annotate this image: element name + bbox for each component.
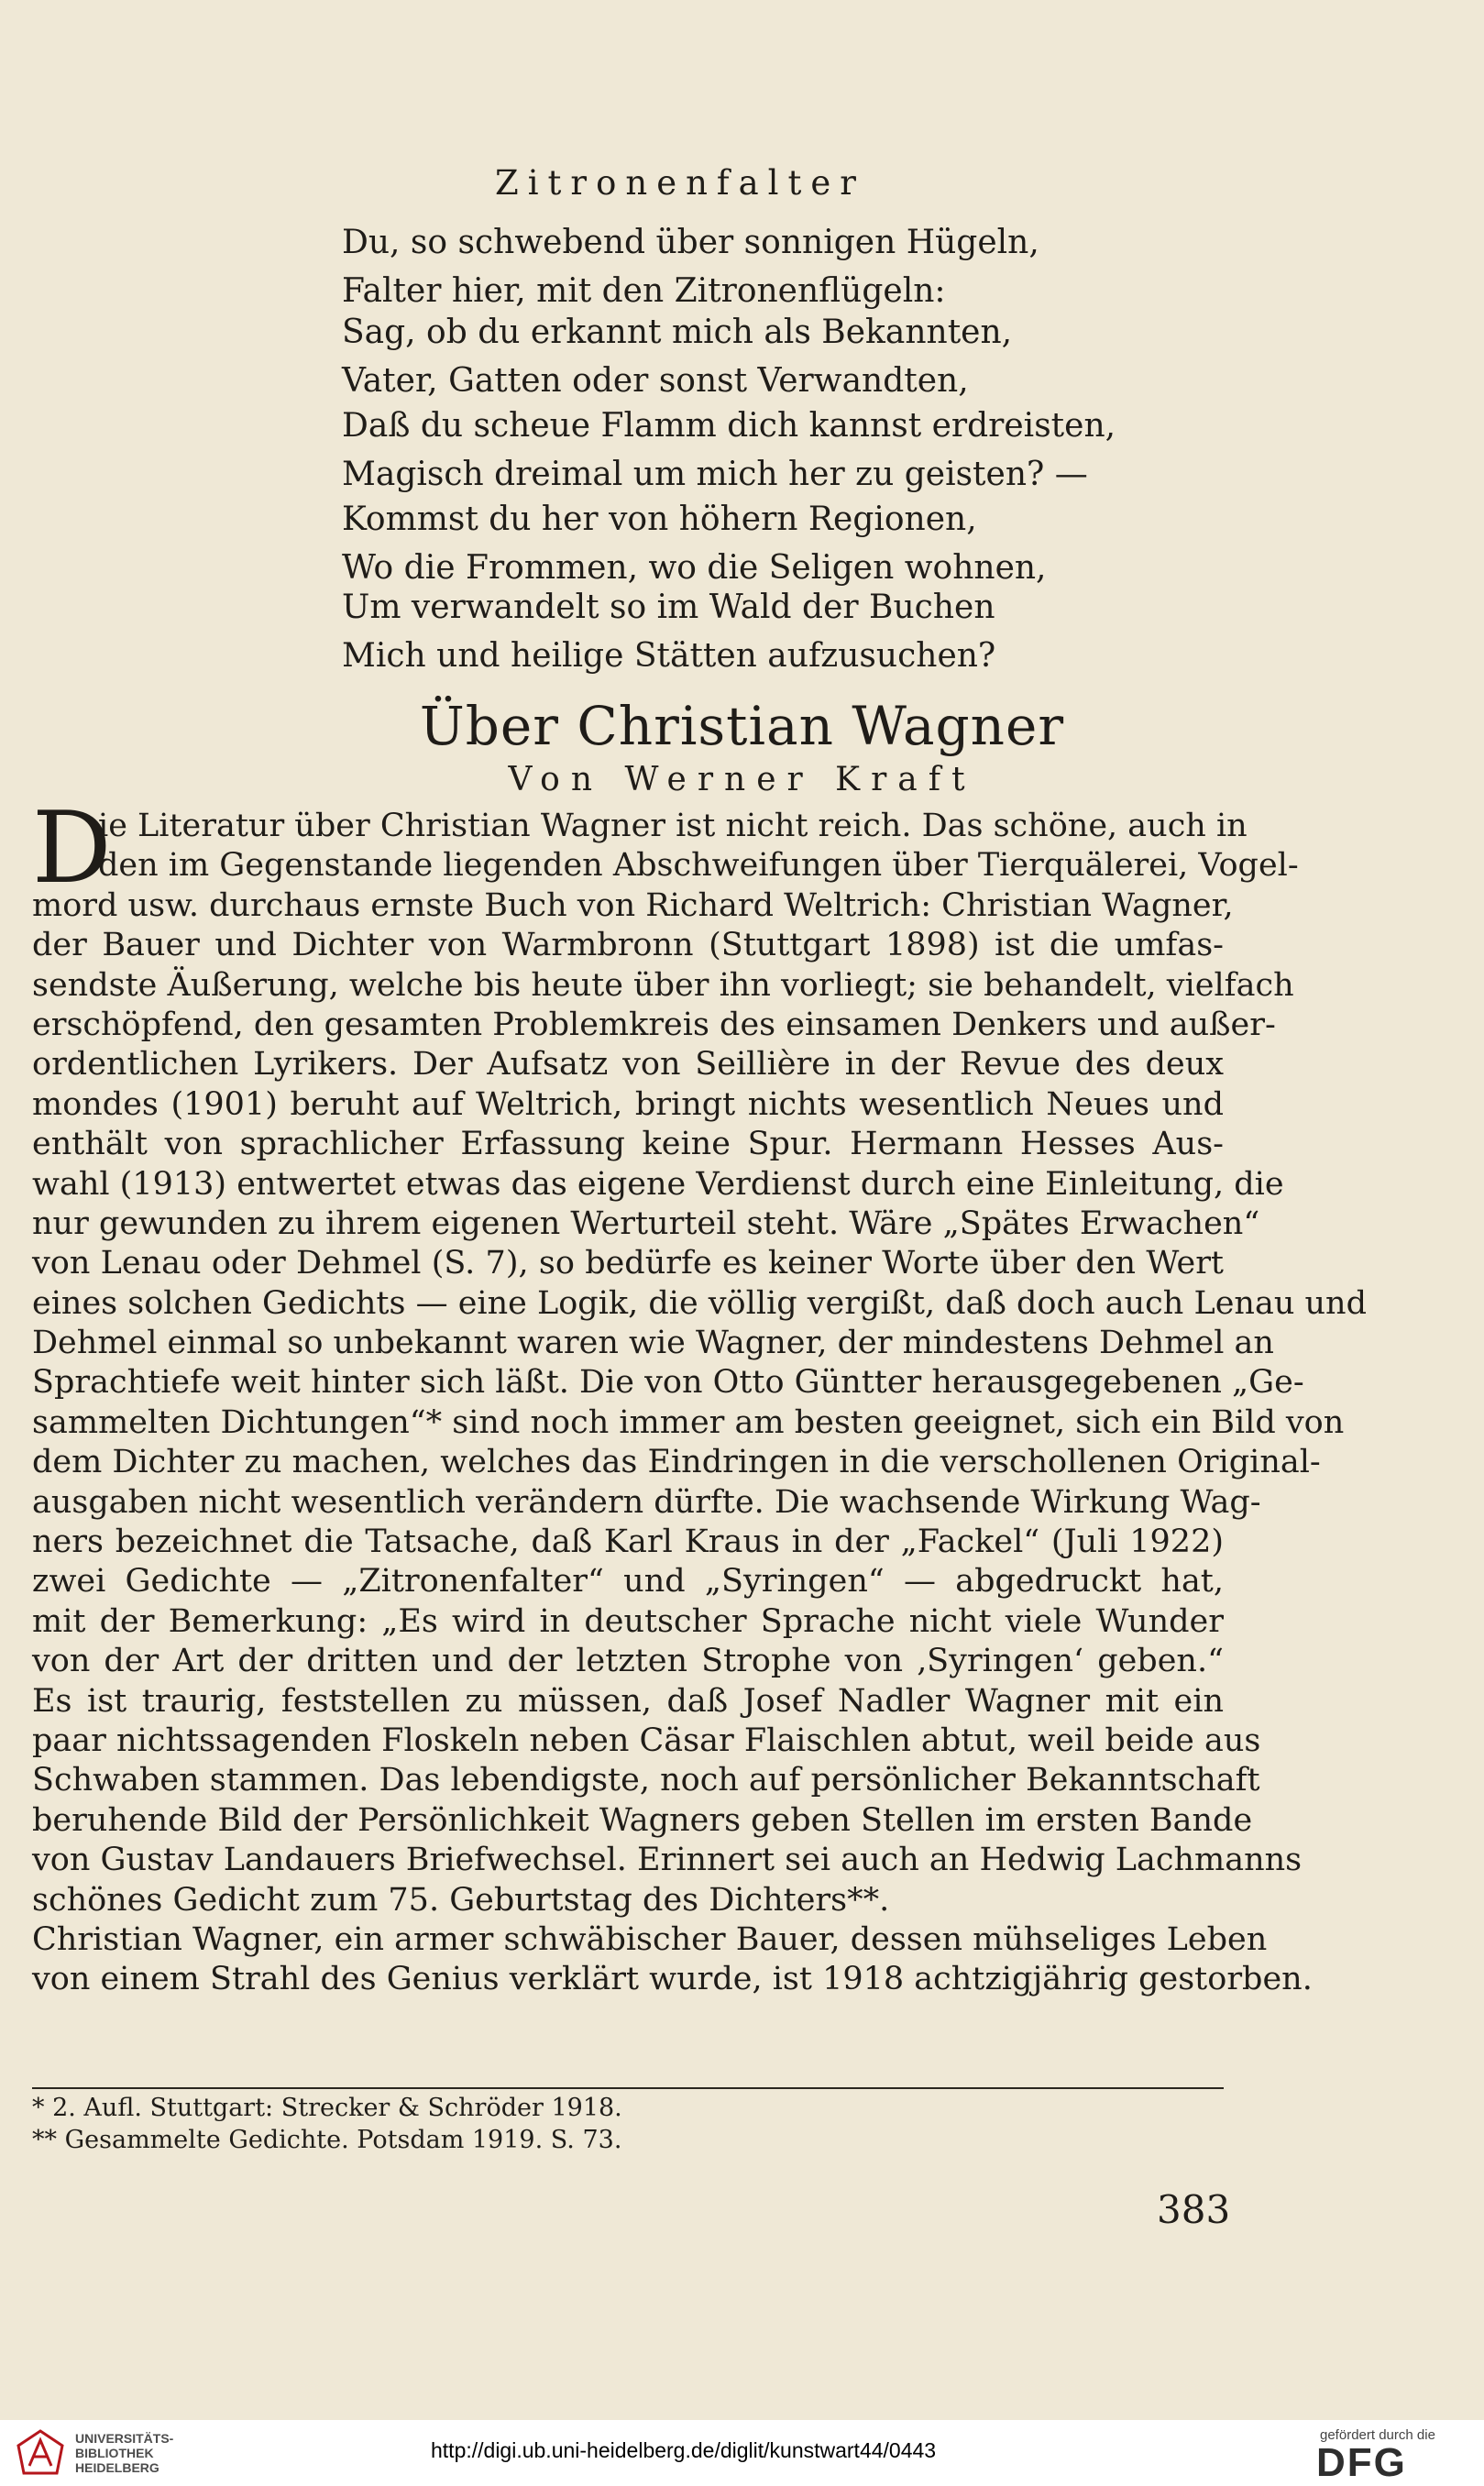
poem-line: Falter hier, mit den Zitronenflügeln: (342, 272, 946, 310)
university-seal-icon (15, 2429, 66, 2477)
footnote: * 2. Aufl. Stuttgart: Strecker & Schröder 1918. (32, 2094, 622, 2122)
article-heading: Über Christian Wagner (419, 695, 1065, 757)
footnote-rule (32, 2087, 1224, 2089)
body-line: erschöpfend, den gesamten Problemkreis des einsamen Denkers und außer- (32, 1006, 1276, 1043)
body-line: mondes (1901) beruht auf Weltrich, bringt nichts wesentlich Neues und (32, 1085, 1224, 1123)
poem-stanza (342, 308, 1012, 405)
body-line: paar nichtssagenden Floskeln neben Cäsar Flaischlen abtut, weil beide aus (32, 1722, 1261, 1759)
body-line: mord usw. durchaus ernste Buch von Richard Weltrich: Christian Wagner, (32, 886, 1234, 924)
body-line: ausgaben nicht wesentlich verändern dürfte. Die wachsende Wirkung Wag- (32, 1483, 1261, 1521)
poem-line: Mich und heilige Stätten aufzusuchen? (342, 637, 996, 675)
poem-line: Du, so schwebend über sonnigen Hügeln, (342, 224, 1039, 261)
body-line: nur gewunden zu ihrem eigenen Werturteil steht. Wäre „Spätes Erwachen“ (32, 1204, 1260, 1242)
body-line: Es ist traurig, feststellen zu müssen, daß Josef Nadler Wagner mit ein (32, 1682, 1224, 1720)
body-line: von Lenau oder Dehmel (S. 7), so bedürfe es keiner Worte über den Wert (32, 1245, 1224, 1282)
body-line: Dehmel einmal so unbekannt waren wie Wagner, der mindestens Dehmel an (32, 1325, 1274, 1362)
body-line: mit der Bemerkung: „Es wird in deutscher Sprache nicht viele Wunder (32, 1602, 1224, 1640)
poem-stanza (342, 402, 1116, 499)
body-line: den im Gegenstande liegenden Abschweifungen über Tierquälerei, Vogel- (98, 847, 1299, 885)
body-line: enthält von sprachlicher Erfassung keine Spur. Hermann Hesses Aus- (32, 1126, 1224, 1163)
poem-line: Wo die Frommen, wo die Seligen wohnen, (342, 549, 1047, 587)
article-byline: Von Werner Kraft (508, 761, 976, 798)
body-line: Schwaben stammen. Das lebendigste, noch auf persönlicher Bekanntschaft (32, 1762, 1260, 1799)
footnote: ** Gesammelte Gedichte. Potsdam 1919. S. 73. (32, 2126, 622, 2154)
poem-line: Magisch dreimal um mich her zu geisten? — (342, 456, 1088, 493)
library-name: UNIVERSITÄTS- BIBLIOTHEK HEIDELBERG (75, 2431, 174, 2475)
body-line: von einem Strahl des Genius verklärt wurde, ist 1918 achtzigjährig gestorben. (32, 1961, 1313, 1998)
body-line: beruhende Bild der Persönlichkeit Wagners geben Stellen im ersten Bande (32, 1801, 1253, 1839)
body-line: sendste Äußerung, welche bis heute über ihn vorliegt; sie behandelt, vielfach (32, 966, 1294, 1004)
body-line: schönes Gedicht zum 75. Geburtstag des Dichters**. (32, 1881, 890, 1919)
body-line: der Bauer und Dichter von Warmbronn (Stuttgart 1898) ist die umfas- (32, 927, 1224, 964)
body-line: ordentlichen Lyrikers. Der Aufsatz von Seillière in der Revue des deux (32, 1046, 1224, 1084)
poem-line: Sag, ob du erkannt mich als Bekannten, (342, 314, 1013, 351)
article-body (32, 807, 1367, 2000)
poem-line: Um verwandelt so im Wald der Buchen (342, 588, 995, 626)
body-line: ners bezeichnet die Tatsache, daß Karl Kraus in der „Fackel“ (Juli 1922) (32, 1524, 1224, 1561)
drop-cap: D (32, 791, 112, 906)
body-line: dem Dichter zu machen, welches das Eindringen in die verschollenen Original- (32, 1444, 1321, 1481)
poem-stanza (342, 495, 1047, 592)
body-line: wahl (1913) entwertet etwas das eigene Verdienst durch eine Einleitung, die (32, 1165, 1284, 1203)
poem-line: Daß du scheue Flamm dich kannst erdreisten, (342, 407, 1116, 445)
funding-note: gefördert durch die (1320, 2427, 1435, 2443)
poem-line: Kommst du her von höhern Regionen, (342, 500, 977, 538)
body-line: sammelten Dichtungen“* sind noch immer am besten geeignet, sich ein Bild von (32, 1403, 1345, 1441)
poem-title: Zitronenfalter (495, 163, 865, 203)
document-url-link[interactable]: http://digi.ub.uni-heidelberg.de/diglit/kunstwart44/0443 (431, 2438, 937, 2462)
body-line: von der Art der dritten und der letzten Strophe von ‚Syringen‘ geben.“ (32, 1643, 1224, 1680)
poem-stanza (342, 218, 1039, 315)
poem-line: Vater, Gatten oder sonst Verwandten, (342, 362, 969, 400)
body-line: Sprachtiefe weit hinter sich läßt. Die von Otto Güntter herausgegebenen „Ge- (32, 1364, 1304, 1402)
body-line: ie Literatur über Christian Wagner ist nicht reich. Das schöne, auch in (98, 808, 1248, 844)
page-number: 383 (1157, 2187, 1231, 2232)
dfg-logo: DFG (1316, 2440, 1407, 2485)
body-line: von Gustav Landauers Briefwechsel. Erinnert sei auch an Hedwig Lachmanns (32, 1842, 1303, 1879)
body-line: eines solchen Gedichts — eine Logik, die völlig vergißt, daß doch auch Lenau und (32, 1284, 1367, 1322)
poem-stanza (342, 583, 995, 680)
body-line: zwei Gedichte — „Zitronenfalter“ und „Syringen“ — abgedruckt hat, (32, 1563, 1224, 1600)
body-line: Christian Wagner, ein armer schwäbischer Bauer, dessen mühseliges Leben (32, 1920, 1268, 1958)
